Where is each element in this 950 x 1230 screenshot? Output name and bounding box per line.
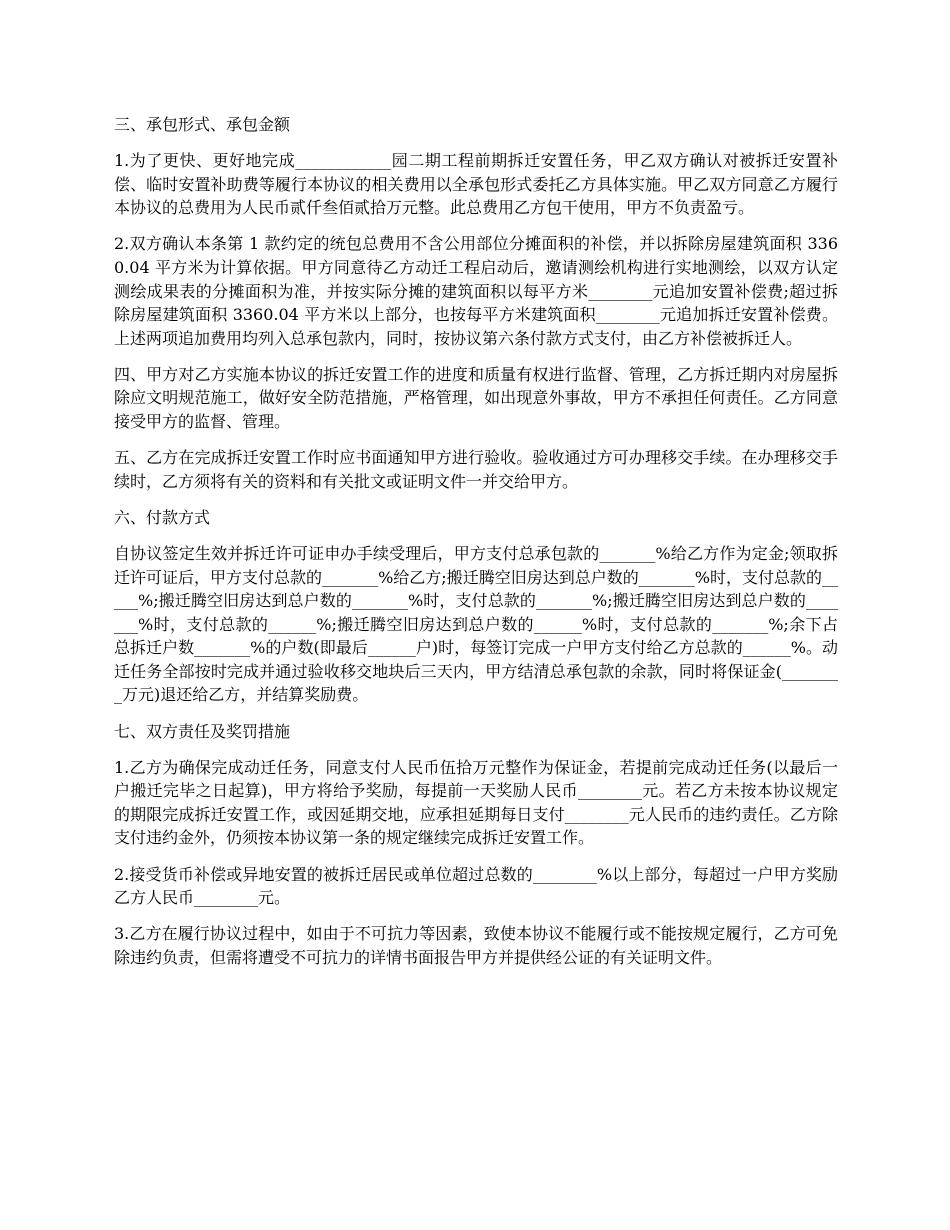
paragraph-section-5-acceptance: 五、乙方在完成拆迁安置工作时应书面通知甲方进行验收。验收通过方可办理移交手续。在办理移交手续时，乙方须将有关的资料和有关批文或证明文件一并交给甲方。 [114,448,838,491]
document-body [114,113,838,982]
paragraph-clause-1: 1.为了更快、更好地完成____________园二期工程前期拆迁安置任务，甲乙双方确认对被拆迁安置补偿、临时安置补助费等履行本协议的相关费用以全承包形式委托乙方具体实施。甲乙双方同意乙方履行本协议的总费用为人民币贰仟叁佰贰拾万元整。此总费用乙方包干使用，甲方不负责盈亏。 [114,151,838,218]
section-heading-contract-form: 三、承包形式、承包金额 [114,115,291,134]
paragraph-section-4-supervision: 四、甲方对乙方实施本协议的拆迁安置工作的进度和质量有权进行监督、管理，乙方拆迁期内对房屋拆除应文明规范施工，做好安全防范措施，严格管理，如出现意外事故，甲方不承担任何责任。乙方同意接受甲方的监督、管理。 [114,364,838,432]
paragraph-responsibility-2: 2.接受货币补偿或异地安置的被拆迁居民或单位超过总数的________%以上部分，每超过一户甲方奖励乙方人民币________元。 [114,864,838,908]
section-heading-responsibilities: 七、双方责任及奖罚措施 [114,721,291,741]
paragraph-payment-terms: 自协议签定生效并拆迁许可证申办手续受理后，甲方支付总承包款的_______%给乙方作为定金;领取拆迁许可证后，甲方支付总款的_______%给乙方;搬迁腾空旧房达到总户数的_______%时，支付总款的_____%;搬迁腾空旧房达到总户数的_______%时，支付总款的_______%;搬迁腾空旧房达到总户数的_______%时，支付总款的______%;搬迁腾空旧房达到总户数的______%时，支付总款的_______%;余下占总拆迁户数_______%的户数(即最后______户)时，每签订完成一户甲方支付给乙方总款的______%。动迁任务全部按时完成并通过验收移交地块后三天内，甲方结清总承包款的余款，同时将保证金(________万元)退还给乙方，并结算奖励费。 [114,543,838,705]
paragraph-clause-2: 2.双方确认本条第 1 款约定的统包总费用不含公用部位分摊面积的补偿，并以拆除房屋建筑面积 3360.04 平方米为计算依据。甲方同意待乙方动迁工程启动后，邀请测绘机构进行实地测绘，以双方认定测绘成果表的分摊面积为准，并按实际分摊的建筑面积以每平方米________元追加安置补偿费;超过拆除房屋建筑面积 3360.04 平方米以上部分，也按每平方米建筑面积________元追加拆迁安置补偿费。上述两项追加费用均列入总承包款内，同时，按协议第六条付款方式支付，由乙方补偿被拆迁人。 [114,234,838,348]
paragraph-responsibility-1: 1.乙方为确保完成动迁任务，同意支付人民币伍拾万元整作为保证金，若提前完成动迁任务(以最后一户搬迁完毕之日起算)，甲方将给予奖励，每提前一天奖励人民币________元。若乙方未按本协议规定的期限完成拆迁安置工作，或因延期交地，应承担延期每日支付________元人民币的违约责任。乙方除支付违约金外，仍须按本协议第一条的规定继续完成拆迁安置工作。 [114,757,838,848]
section-heading-payment: 六、付款方式 [114,507,211,527]
paragraph-responsibility-3: 3.乙方在履行协议过程中，如由于不可抗力等因素，致使本协议不能履行或不能按规定履行，乙方可免除违约负责，但需将遭受不可抗力的详情书面报告甲方并提供经公证的有关证明文件。 [114,924,838,967]
